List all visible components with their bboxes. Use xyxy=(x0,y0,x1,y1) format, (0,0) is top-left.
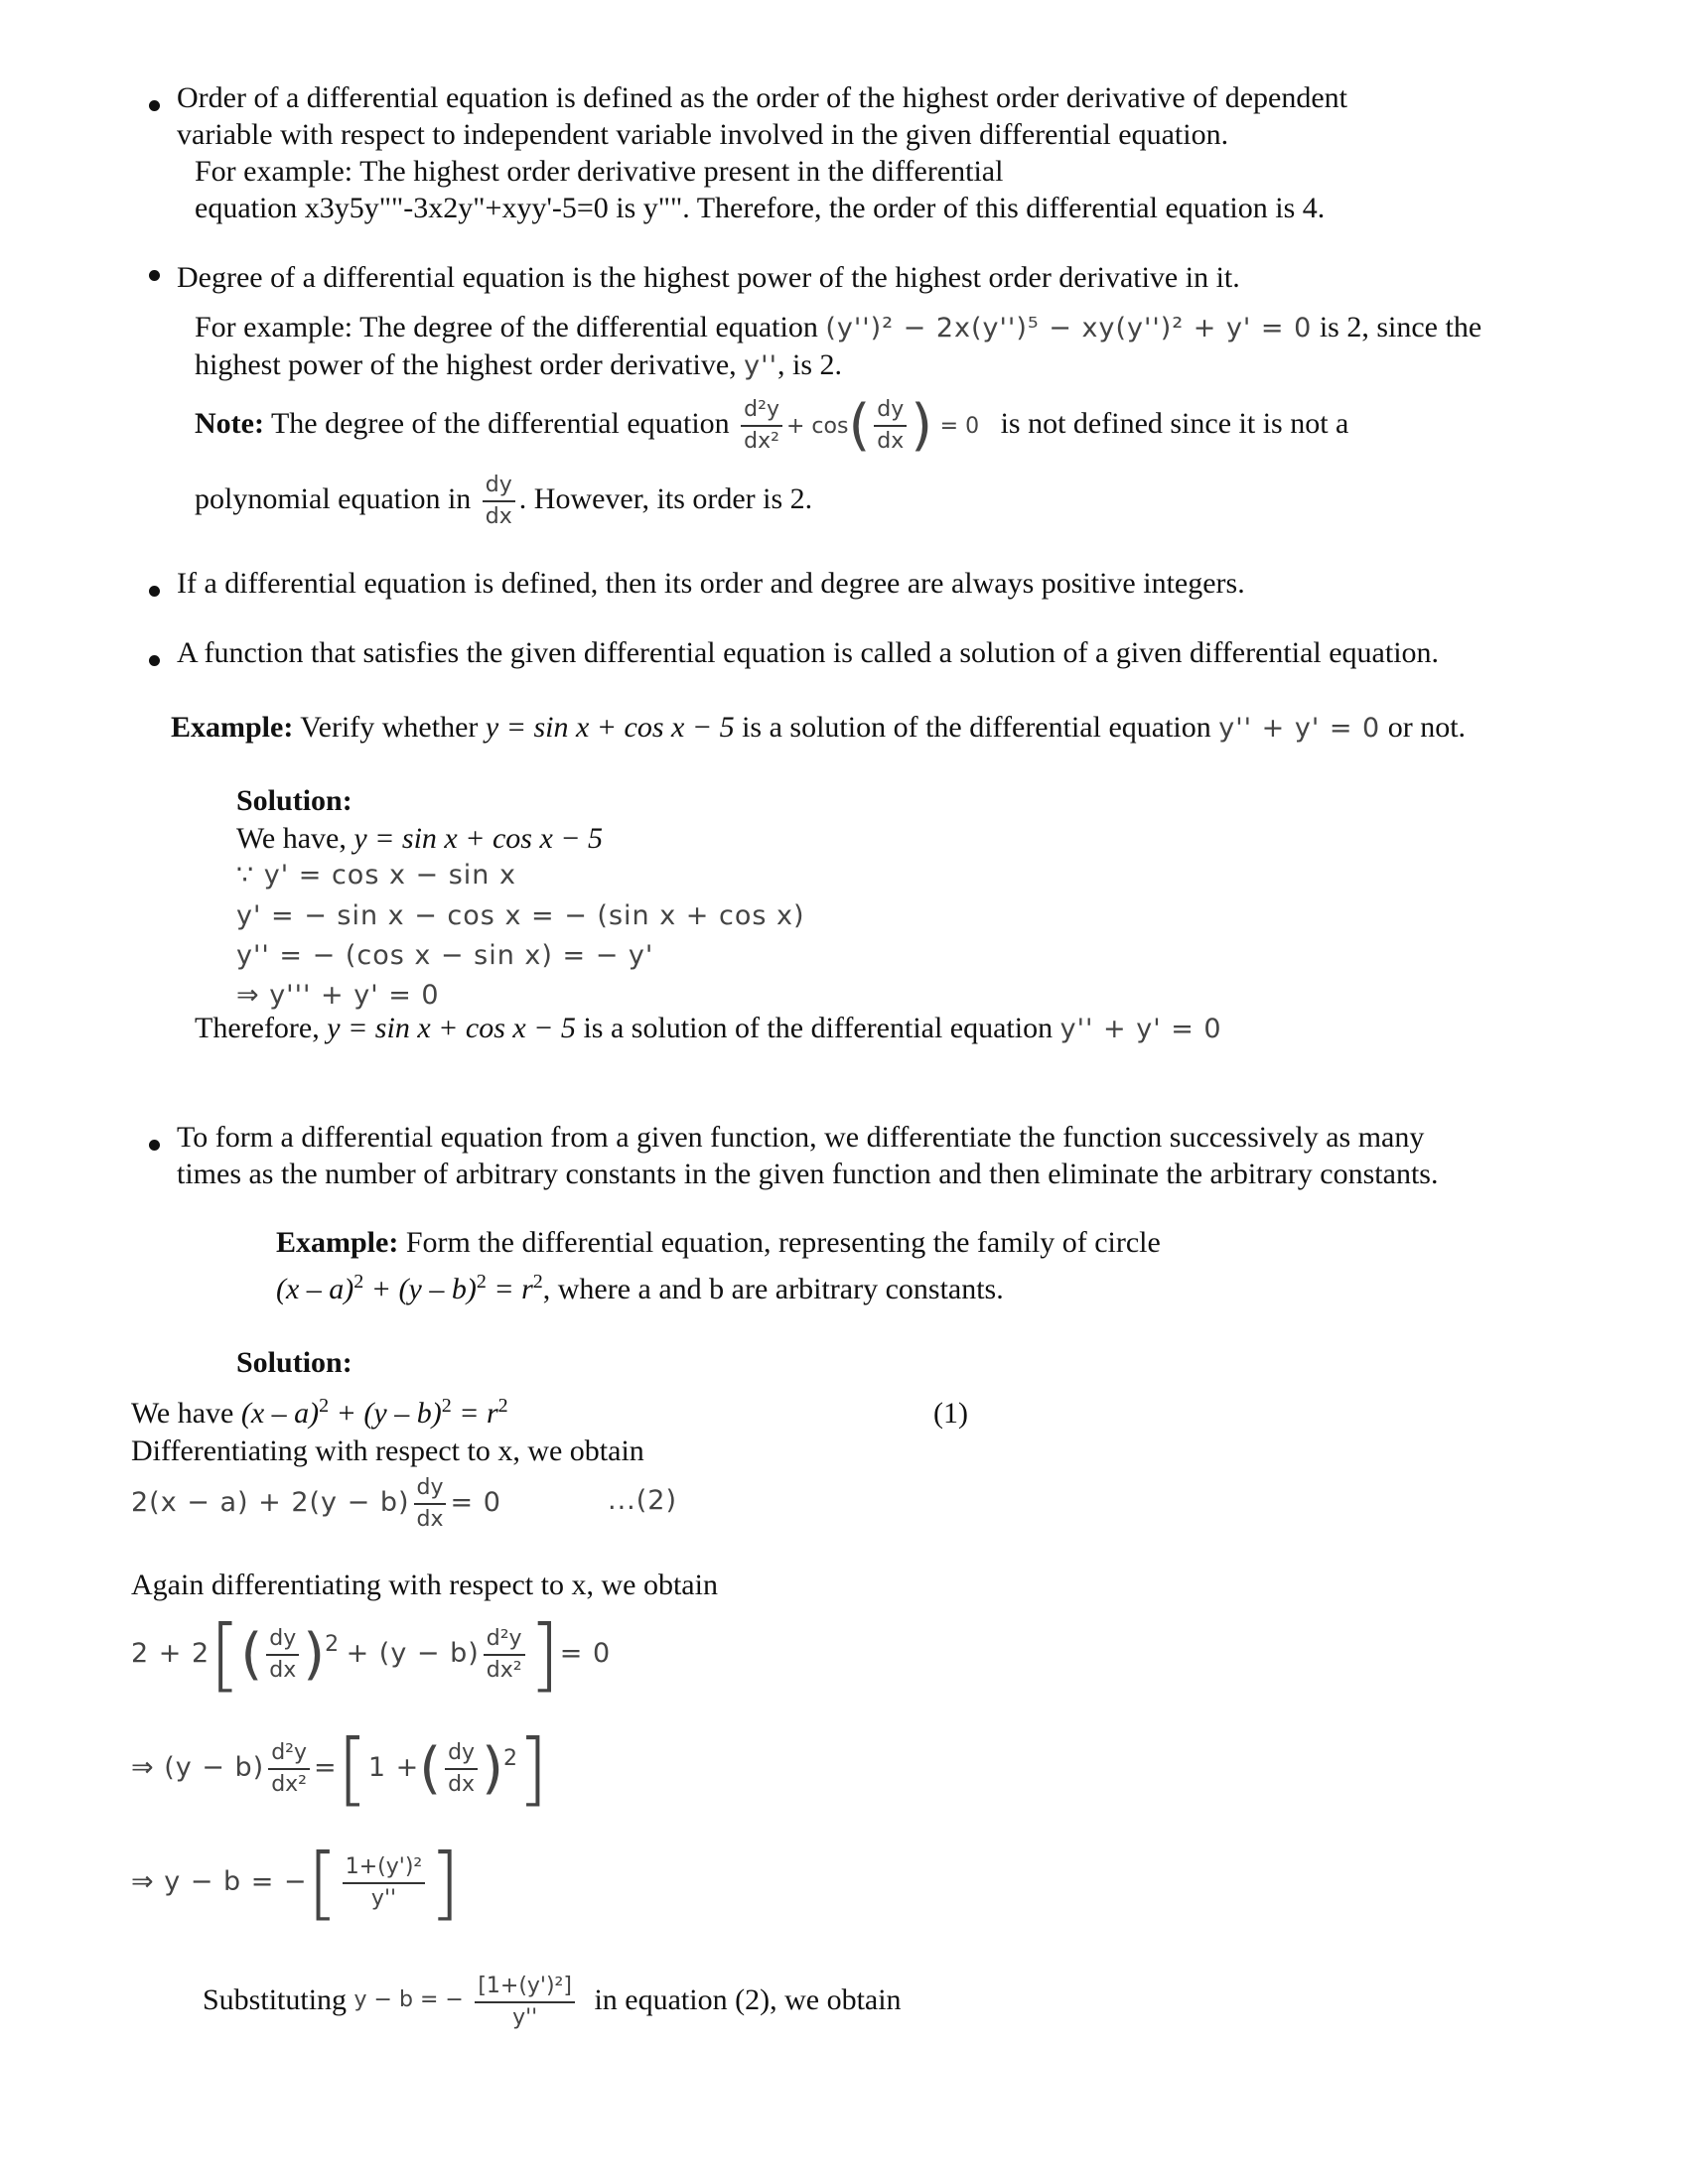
degree-example-line1 xyxy=(195,309,1481,347)
differentiating-text: Differentiating with respect to x, we obtain xyxy=(131,1434,644,1467)
eq2-lhs: 2(x − a) + 2(y − b) xyxy=(131,1487,410,1518)
circle-term-r: = r xyxy=(451,1397,498,1430)
square-exponent: 2 xyxy=(497,1395,508,1417)
equation-number-1: (1) xyxy=(933,1397,968,1430)
we-have-circle xyxy=(131,1395,508,1433)
eq3-end: = 0 xyxy=(559,1638,612,1669)
polynomial-text: polynomial equation in xyxy=(195,482,472,515)
degree-definition: Degree of a differential equation is the highest power of the highest order derivative in it. xyxy=(177,261,1240,294)
eq5-fraction: $\frac{\text{1+(y')²}}{y''}$ xyxy=(343,1852,425,1914)
note-line: Note: The degree of the differential equation $\frac{\text{d²y}}{\text{dx²}}$ + cos( $\frac{dy}{dx}$ ) = 0 is not defined since it is not a xyxy=(195,393,1349,459)
eq4-lead: ⇒ (y − b) xyxy=(131,1752,265,1783)
equation-number-2: ...(2) xyxy=(608,1485,677,1516)
eq3-lead: 2 + 2 xyxy=(131,1638,211,1669)
square-exponent: 2 xyxy=(441,1395,452,1417)
note-tail: is not defined since it is not a xyxy=(1000,407,1349,440)
substitution-lhs: y − b = − xyxy=(353,1987,464,2012)
eq3-mid: + (y − b) xyxy=(346,1638,480,1669)
dy-dx-fraction: $\frac{dy}{dx}$ xyxy=(414,1473,447,1535)
square-exponent: 2 xyxy=(502,1746,517,1771)
second-derivative-symbol: y'' xyxy=(744,350,777,381)
equation-4: ⇒ (y − b) $\frac{\text{d²y}}{\text{dx²}}$ =[1 +( $\frac{dy}{dx}$ )$^2$] xyxy=(131,1722,549,1816)
bullet-dot xyxy=(149,655,160,666)
order-definition-line2: variable with respect to independent variable involved in the given differential equation. xyxy=(177,118,1229,151)
cos-term: + cos xyxy=(785,414,849,439)
example1-statement xyxy=(171,709,1466,748)
degree-example-equation: (y'')² − 2x(y'')⁵ − xy(y'')² + y' = 0 xyxy=(825,313,1313,343)
example1-step3: y'' = − (cos x − sin x) = − y' xyxy=(236,940,654,971)
note-equation-end: = 0 xyxy=(939,414,980,439)
circle-term-b: + (y – b) xyxy=(363,1273,477,1305)
equation-2 xyxy=(131,1469,501,1536)
dy-dx-fraction: $\frac{dy}{dx}$ xyxy=(445,1738,478,1800)
example1-step4: ⇒ y''' + y' = 0 xyxy=(236,980,440,1011)
circle-equation-line xyxy=(276,1271,1004,1308)
second-derivative-fraction: $\frac{\text{d²y}}{\text{dx²}}$ xyxy=(484,1624,525,1686)
example1-label: Example: xyxy=(171,711,294,744)
bullet-dot xyxy=(149,100,160,111)
circle-term-a: (x – a) xyxy=(240,1397,320,1430)
second-derivative-fraction: $\frac{\text{d²y}}{\text{dx²}}$ xyxy=(268,1738,310,1800)
order-example-line1: For example: The highest order derivative present in the differential xyxy=(195,155,1004,188)
eq2-rhs: = 0 xyxy=(450,1487,501,1518)
dy-dx-fraction: $\frac{dy}{dx}$ xyxy=(266,1624,299,1686)
degree-example-line2 xyxy=(195,346,842,385)
order-definition-line1: Order of a differential equation is defined as the order of the highest order derivative of dependent xyxy=(177,81,1347,114)
we-have-text: We have xyxy=(131,1397,234,1430)
square-exponent: 2 xyxy=(532,1271,543,1293)
example2-label: Example: xyxy=(276,1226,399,1259)
circle-term-b: + (y – b) xyxy=(329,1397,442,1430)
example1-step1: ∵ y' = cos x − sin x xyxy=(236,860,516,890)
note-text: The degree of the differential equation xyxy=(270,407,730,440)
example1-we-have xyxy=(236,820,603,858)
equation-5: ⇒ y − b = −[ $\frac{\text{1+(y')²}}{y''}$ ] xyxy=(131,1837,461,1930)
polynomial-tail: . However, its order is 2. xyxy=(518,482,813,515)
bullet-dot xyxy=(149,270,160,281)
square-exponent: 2 xyxy=(325,1632,340,1657)
dy-dx-fraction: $\frac{dy}{dx}$ xyxy=(483,471,515,532)
we-have-text: We have, xyxy=(236,822,347,855)
note-label: Note: xyxy=(195,407,264,440)
example1-equation: y'' + y' = 0 xyxy=(1218,713,1381,744)
example1-text3: or not. xyxy=(1387,711,1467,744)
form-de-line1: To form a differential equation from a given function, we differentiate the function successively as many xyxy=(177,1121,1425,1154)
conclusion-equation: y'' + y' = 0 xyxy=(1059,1014,1222,1044)
we-have-function: y = sin x + cos x − 5 xyxy=(353,822,604,855)
example2-statement xyxy=(276,1224,1161,1262)
polynomial-line xyxy=(195,467,812,532)
square-exponent: 2 xyxy=(476,1271,487,1293)
second-derivative-fraction: $\frac{\text{d²y}}{\text{dx²}}$ xyxy=(741,395,782,457)
bullet-dot xyxy=(149,586,160,597)
therefore-text2: is a solution of the differential equation xyxy=(583,1012,1054,1044)
example2-text: Form the differential equation, representing the family of circle xyxy=(405,1226,1161,1259)
example2-solution-label xyxy=(236,1344,352,1382)
bullet-dot xyxy=(149,1140,160,1151)
eq4-equals: = xyxy=(314,1752,338,1783)
form-de-line2: times as the number of arbitrary constants in the given function and then eliminate the arbitrary constants. xyxy=(177,1158,1439,1190)
therefore-text: Therefore, xyxy=(195,1012,320,1044)
example1-step2: y' = − sin x − cos x = − (sin x + cos x) xyxy=(236,900,805,931)
eq4-one-plus: 1 + xyxy=(367,1752,420,1783)
degree-example-end: , is 2. xyxy=(777,348,843,381)
degree-example-tail: is 2, since the xyxy=(1319,311,1482,343)
order-example-line2: equation x3y5y""-3x2y"+xyy'-5=0 is y"". Therefore, the order of this differential equation is 4. xyxy=(195,192,1326,224)
degree-example-text: For example: The degree of the differential equation xyxy=(195,311,818,343)
solution-heading: Solution: xyxy=(236,784,352,817)
substituting-text: Substituting xyxy=(203,1983,348,2016)
eq5-lead: ⇒ y − b = − xyxy=(131,1866,308,1897)
example1-function: y = sin x + cos x − 5 xyxy=(485,711,735,744)
first-derivative-fraction: $\frac{dy}{dx}$ xyxy=(874,395,907,457)
substitution-fraction: $\frac{\text{[1+(y')²]}}{y''}$ xyxy=(475,1972,575,2033)
circle-term-a: (x – a) xyxy=(276,1273,354,1305)
degree-example-text2: highest power of the highest order derivative, xyxy=(195,348,737,381)
square-exponent: 2 xyxy=(319,1395,330,1417)
solution-heading: Solution: xyxy=(236,1346,352,1379)
example1-conclusion xyxy=(195,1010,1222,1048)
solution-definition: A function that satisfies the given differential equation is called a solution of a given differential equation. xyxy=(177,636,1440,669)
circle-tail: , where a and b are arbitrary constants. xyxy=(542,1273,1004,1305)
equation-3: 2 + 2[( $\frac{dy}{dx}$ )$^2$ + (y − b) $\frac{\text{d²y}}{\text{dx²}}$ ]= 0 xyxy=(131,1608,612,1702)
example1-text2: is a solution of the differential equation xyxy=(742,711,1211,744)
substituting-tail: in equation (2), we obtain xyxy=(594,1983,902,2016)
square-exponent: 2 xyxy=(353,1271,364,1293)
example1-text: Verify whether xyxy=(300,711,479,744)
again-differentiating-text: Again differentiating with respect to x, we obtain xyxy=(131,1569,718,1601)
conclusion-function: y = sin x + cos x − 5 xyxy=(327,1012,576,1044)
positive-integers-statement: If a differential equation is defined, then its order and degree are always positive integers. xyxy=(177,567,1245,600)
substituting-line xyxy=(203,1966,902,2035)
example1-solution-label xyxy=(236,782,352,820)
circle-term-r: = r xyxy=(486,1273,533,1305)
